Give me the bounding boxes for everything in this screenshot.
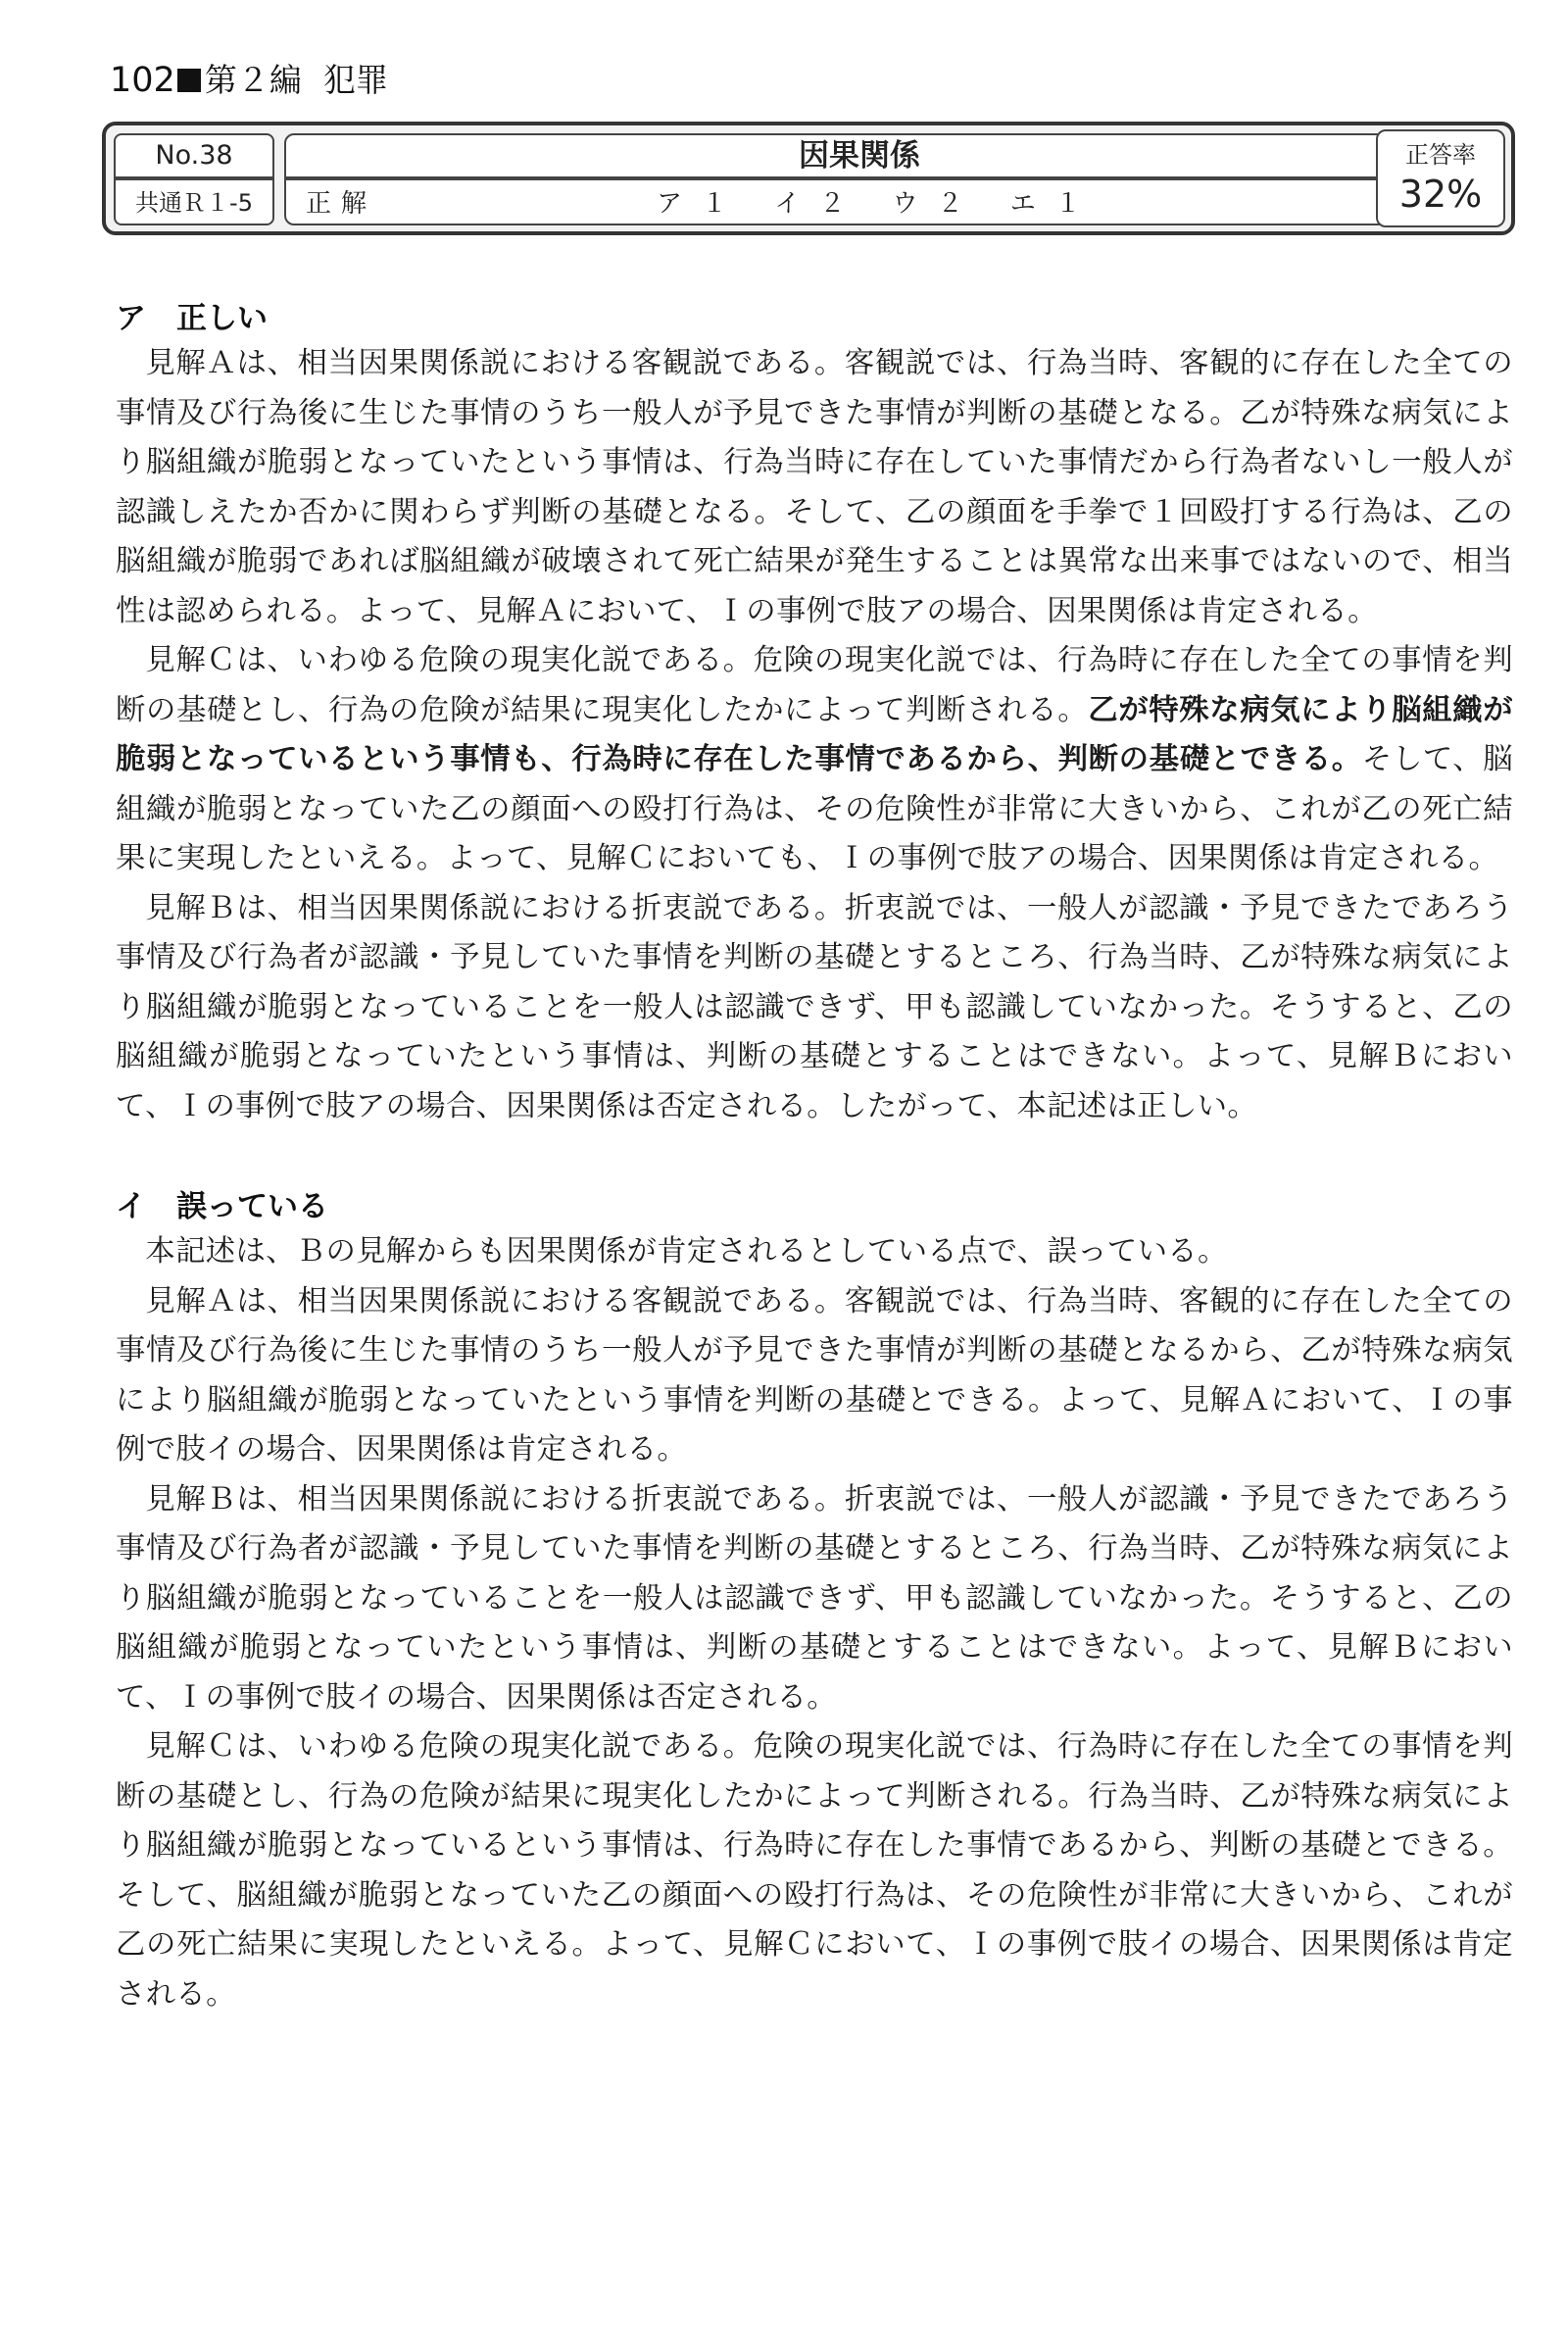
running-head (110, 61, 388, 100)
paragraph: 見解Ｃは、いわゆる危険の現実化説である。危険の現実化説では、行為時に存在した全ての事情を判断の基礎とし、行為の危険が結果に現実化したかによって判断される。行為当時、乙が特殊な病気により脳組織が脆弱となっているという事情は、行為時に存在した事情であるから、判断の基礎とできる。そして、脳組織が脆弱となっていた乙の顔面への殴打行為は、その危険性が非常に大きいから、これが乙の死亡結果に実現したといえる。よって、見解Ｃにおいて、Ｉの事例で肢イの場合、因果関係は肯定される。 (116, 1729, 1513, 2012)
correct-rate-label: 正答率 (1405, 141, 1476, 169)
chapter-label: 犯罪 (322, 61, 388, 99)
answer-bar (284, 178, 1435, 225)
question-header-box (102, 122, 1515, 235)
emphasized-text: 乙が特殊な病気により脳組織が脆弱となっているという事情も、行為時に存在した事情であるから、判断の基礎とできる。 (116, 692, 1513, 776)
answer-explanation (116, 298, 1513, 2019)
paragraph: 見解Ｂは、相当因果関係説における折衷説である。折衷説では、一般人が認識・予見できたであろう事情及び行為者が認識・予見していた事情を判断の基礎とするところ、行為当時、乙が特殊な病気により脳組織が脆弱となっていることを一般人は認識できず、甲も認識していなかった。そうすると、乙の脳組織が脆弱となっていたという事情は、判断の基礎とすることはできない。よって、見解Ｂにおいて、Ｉの事例で肢アの場合、因果関係は否定される。したがって、本記述は正しい。 (116, 890, 1513, 1123)
paragraph: 見解Ａは、相当因果関係説における客観説である。客観説では、行為当時、客観的に存在した全ての事情及び行為後に生じた事情のうち一般人が予見できた事情が判断の基礎となる。乙が特殊な病気により脳組織が脆弱となっていたという事情は、行為当時に存在していた事情だから行為者ないし一般人が認識しえたか否かに関わらず判断の基礎となる。そして、乙の顔面を手拳で１回殴打する行為は、乙の脳組織が脆弱であれば脳組織が破壊されて死亡結果が発生することは異常な出来事ではないので、相当性は認められる。よって、見解Ａにおいて、Ｉの事例で肢アの場合、因果関係は肯定される。 (116, 346, 1513, 628)
square-marker-icon (177, 69, 201, 92)
page-number: 102 (110, 61, 175, 100)
section-heading: ア 正しい (116, 301, 268, 336)
question-source: 共通Ｒ１-5 (114, 178, 274, 225)
paragraph: 見解Ｂは、相当因果関係説における折衷説である。折衷説では、一般人が認識・予見できたであろう事情及び行為者が認識・予見していた事情を判断の基礎とするところ、行為当時、乙が特殊な病気により脳組織が脆弱となっていることを一般人は認識できず、甲も認識していなかった。そうすると、乙の脳組織が脆弱となっていたという事情は、判断の基礎とすることはできない。よって、見解Ｂにおいて、Ｉの事例で肢イの場合、因果関係は否定される。 (116, 1481, 1513, 1715)
correct-rate-panel (1376, 129, 1505, 227)
answer-value: ア１ イ２ ウ２ エ１ (657, 189, 1101, 219)
paragraph: 本記述は、Ｂの見解からも因果関係が肯定されるとしている点で、誤っている。 (145, 1234, 1228, 1269)
paragraph: 見解Ａは、相当因果関係説における客観説である。客観説では、行為当時、客観的に存在した全ての事情及び行為後に生じた事情のうち一般人が予見できた事情が判断の基礎となるから、乙が特殊な病気により脳組織が脆弱となっていたという事情を判断の基礎とできる。よって、見解Ａにおいて、Ｉの事例で肢イの場合、因果関係は肯定される。 (116, 1283, 1513, 1467)
question-number: No.38 (114, 133, 274, 178)
section-a (116, 298, 1513, 1131)
answer-label: 正解 (306, 189, 377, 219)
section-i (116, 1186, 1513, 2019)
section-heading: イ 誤っている (116, 1189, 328, 1224)
part-label: 第２編 (204, 61, 302, 99)
question-title: 因果関係 (284, 133, 1435, 178)
paragraph: 見解Ｃは、いわゆる危険の現実化説である。危険の現実化説では、行為時に存在した全ての事情を判断の基礎とし、行為の危険が結果に現実化したかによって判断される。乙が特殊な病気により脳組織が脆弱となっているという事情も、行為時に存在した事情であるから、判断の基礎とできる。そして、脳組織が脆弱となっていた乙の顔面への殴打行為は、その危険性が非常に大きいから、これが乙の死亡結果に実現したといえる。よって、見解Ｃにおいても、Ｉの事例で肢アの場合、因果関係は肯定される。 (116, 643, 1513, 875)
correct-rate-value: 32% (1398, 173, 1483, 216)
